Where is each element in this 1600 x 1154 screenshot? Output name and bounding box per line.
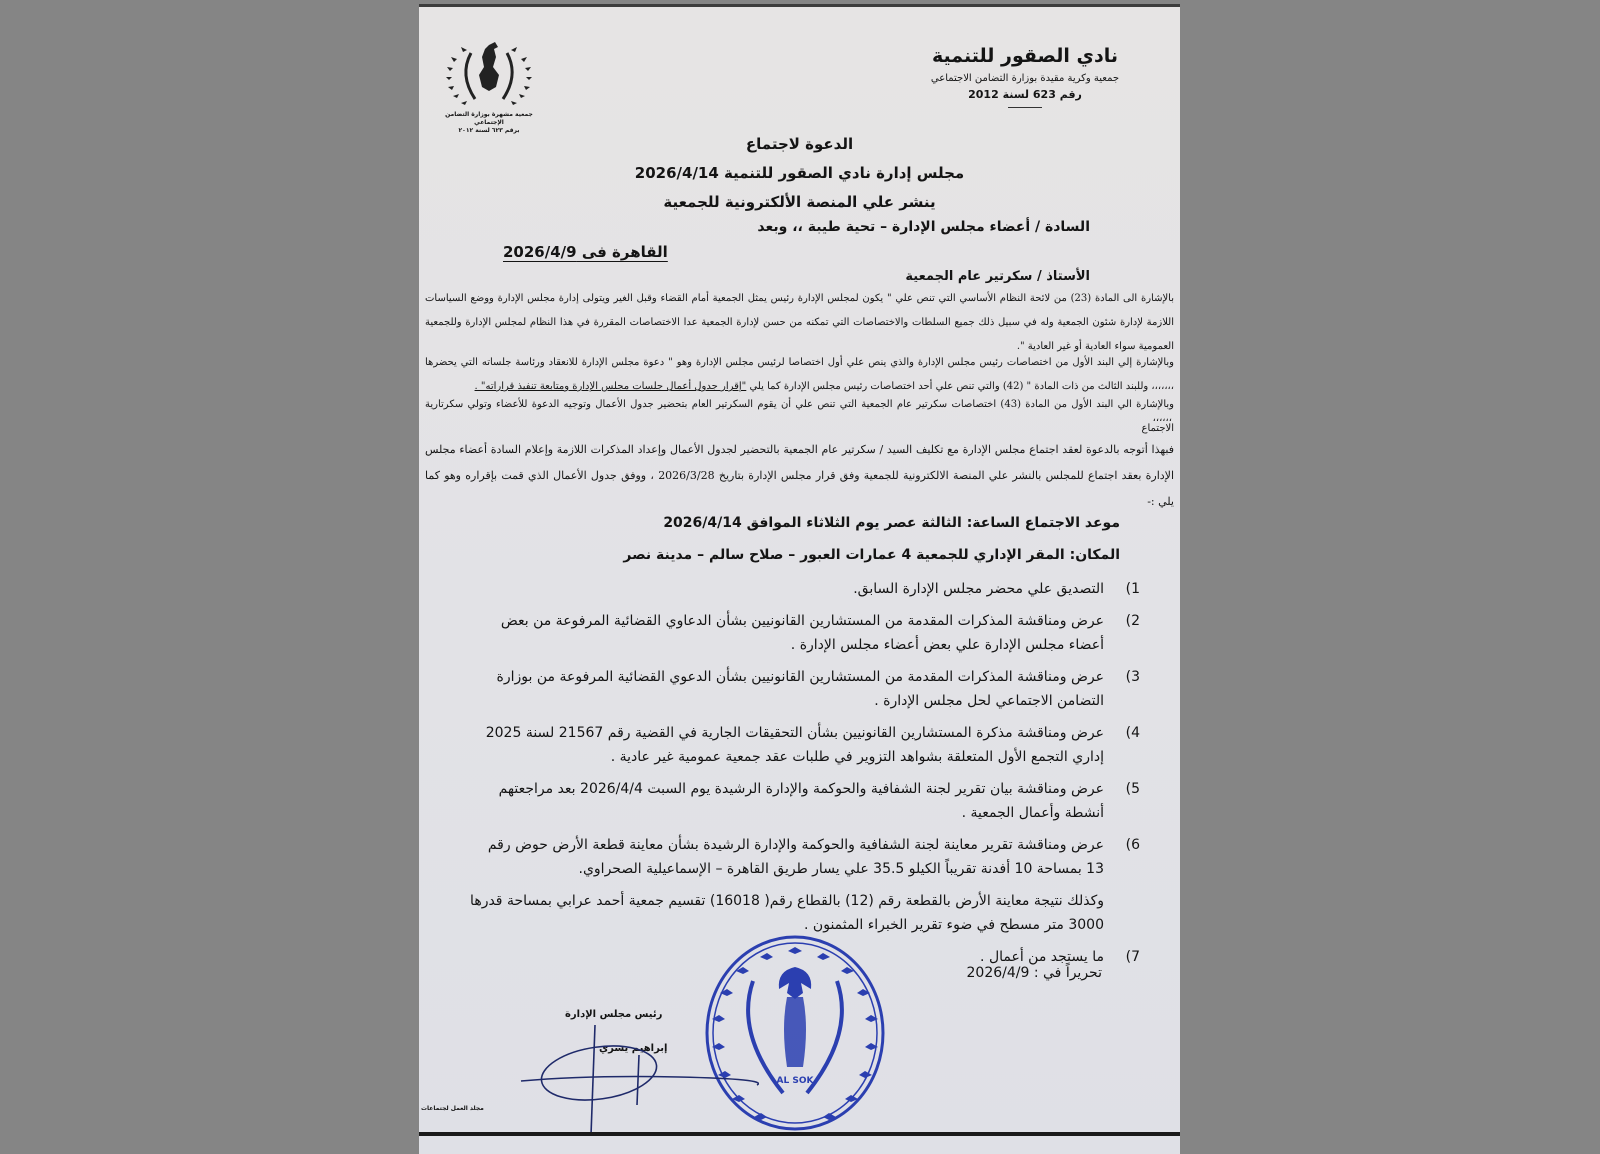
paragraph-article-43: وبالإشارة الي البند الأول من المادة (43) اختصاصات سكرتير عام الجمعية التي تنص علي أن يقوم السكرتير العام بتحضير جدول الأعمال وتوجيه الدعوة للأعضاء وتولي سكرتارية الاجتماع [425,399,1174,434]
agenda-list [467,577,1140,977]
scan-edge [419,1132,1180,1136]
agenda-item [467,665,1140,713]
agenda-number: 1) [1125,581,1140,597]
agenda-text: عرض ومناقشة المذكرات المقدمة من المستشارين القانونيين بشأن الدعاوي القضائية المرفوعة من بعض أعضاء مجلس الإدارة علي بعض أعضاء مجلس الإدارة . [500,613,1104,653]
agenda-item [467,833,1140,881]
agenda-number: 6) [1125,837,1140,853]
stamp-latin-text: AL SOK [776,1076,814,1086]
document-page [419,4,1180,1154]
meeting-place: المكان: المقر الإداري للجمعية 4 عمارات العبور – صلاح سالم – مدينة نصر [623,547,1120,563]
agenda-item [467,577,1140,601]
underlined-quote: "إقرار جدول أعمال جلسات مجلس الإدارة ومتابعة تنفيذ قراراته" . [474,381,747,392]
agenda-item [467,721,1140,769]
logo-caption-registration: برقم ٦٢٣ لسنة ٢٠١٢ [458,127,520,134]
handwritten-signature-icon [519,1025,759,1135]
paragraph-text: وبالإشارة إلي البند الأول من اختصاصات رئيس مجلس الإدارة والذي ينص علي أول اختصاصا لرئيس مجلس الإدارة وهو " دعوة مجلس الإدارة للانعقاد ورئاسة جلساته التي يحضرها ،،،،،،، وللبند الثالث من ذات المادة " (42) والتي تنص علي أحد اختصاصات رئيس مجلس الإدارة كما يلي [425,357,1174,392]
agenda-number: 7) [1125,949,1140,965]
agenda-text: عرض ومناقشة مذكرة المستشارين القانونيين بشأن التحقيقات الجارية في القضية رقم 21567 لسنة 2025 إداري التجمع الأول المتعلقة بشواهد التزوير في طلبات عقد جمعية عمومية غير عادية . [485,725,1104,765]
paragraph-article-23: بالإشارة الى المادة (23) من لائحة النظام الأساسي التي تنص علي " يكون لمجلس الإدارة رئيس يمثل الجمعية أمام القضاء وقبل الغير ويتولى إدارة مجلس الإدارة ووضع السياسات اللازمة لإدارة شئون الجمعية وله في سبيل ذلك جميع السلطات والاختصاصات التي تمكنه من حسن لإدارة الجمعية عدا الاختصاصات المقررة في هذا النظام لمجلس الإدارة وللجمعية العمومية سواء العادية أو غير العادية ". [425,293,1174,352]
org-registration: رقم 623 لسنة 2012 [968,88,1082,101]
agenda-number: 3) [1125,669,1140,685]
agenda-text: عرض ومناقشة المذكرات المقدمة من المستشارين القانونيين بشأن الدعوي القضائية المرفوعة من بوزارة التضامن الاجتماعي لحل مجلس الإدارة . [496,669,1104,709]
agenda-number: 2) [1125,613,1140,629]
agenda-text: عرض ومناقشة بيان تقرير لجنة الشفافية والحوكمة والإدارة الرشيدة يوم السبت 2026/4/4 بعد مراجعتهم أنشطة وأعمال الجمعية . [498,781,1104,821]
org-header [910,45,1140,108]
invitation-title: الدعوة لاجتماع [745,135,854,153]
addressee: السادة / أعضاء مجلس الإدارة – تحية طيبة ،، وبعد [757,219,1090,235]
falcon-wreath-logo-icon [441,39,537,111]
recipient-line: الأستاذ / سكرتير عام الجمعية [905,269,1090,284]
footer-note: مجلد العمل لجتماعات [421,1105,484,1112]
chairman-title: رئيس مجلس الإدارة [565,1009,663,1020]
agenda-item-6-continuation: وكذلك نتيجة معاينة الأرض بالقطعة رقم (12) بالقطاع رقم( 16018) تقسيم جمعية أحمد عرابي بمساحة قدرها 3000 متر مسطح في ضوء تقرير الخبراء المثمنون . [470,893,1104,933]
board-title: مجلس إدارة نادي الصقور للتنمية 2026/4/14 [634,164,965,182]
agenda-item [467,609,1140,657]
org-subtitle: جمعية وكرية مقيدة بوزارة التضامن الاجتماعي [930,73,1120,84]
paragraph-article-42 [425,351,1174,399]
cairo-date: القاهرة فى 2026/4/9 [503,243,668,261]
logo-caption: جمعية مشهرة بوزارة التضامن الإجتماعي [445,111,533,126]
meeting-time: موعد الاجتماع الساعة: الثالثة عصر يوم الثلاثاء الموافق 2026/4/14 [663,515,1120,531]
chairman-name: إبراهيم يسري [599,1043,668,1054]
agenda-number: 5) [1125,781,1140,797]
agenda-item [467,777,1140,825]
agenda-text: عرض ومناقشة تقرير معاينة لجنة الشفافية والحوكمة والإدارة الرشيدة بشأن معاينة قطعة الأرض حوض رقم 13 بمساحة 10 أفدنة تقريباً الكيلو 35.5 علي يسار طريق القاهرة – الإسماعيلية الصحراوي. [487,837,1104,877]
agenda-number: 4) [1125,725,1140,741]
written-date: تحريراً في : 2026/4/9 [966,965,1102,981]
paragraph-invitation: فبهذا أتوجه بالدعوة لعقد اجتماع مجلس الإدارة مع تكليف السيد / سكرتير عام الجمعية بالتحضير لجدول الأعمال وإعداد المذكرات اللازمة وإعلام السادة أعضاء مجلس الإدارة بعقد اجتماع للمجلس بالنشر علي المنصة الالكترونية للجمعية وفق قرار مجلس الإدارة بتاريخ 2026/3/28 ، ووفق جدول الأعمال الذي قمت بإقراره وهو كما يلي :- [425,443,1174,508]
agenda-text: ما يستجد من أعمال . [980,949,1104,965]
org-logo [439,39,539,135]
org-name: نادي الصقور للتنمية [932,45,1118,67]
ellipsis: ،،،،،، [1152,413,1172,424]
divider [1008,107,1042,108]
agenda-text: التصديق علي محضر مجلس الإدارة السابق. [853,581,1104,597]
publish-notice: ينشر علي المنصة الألكترونية للجمعية [663,193,936,211]
